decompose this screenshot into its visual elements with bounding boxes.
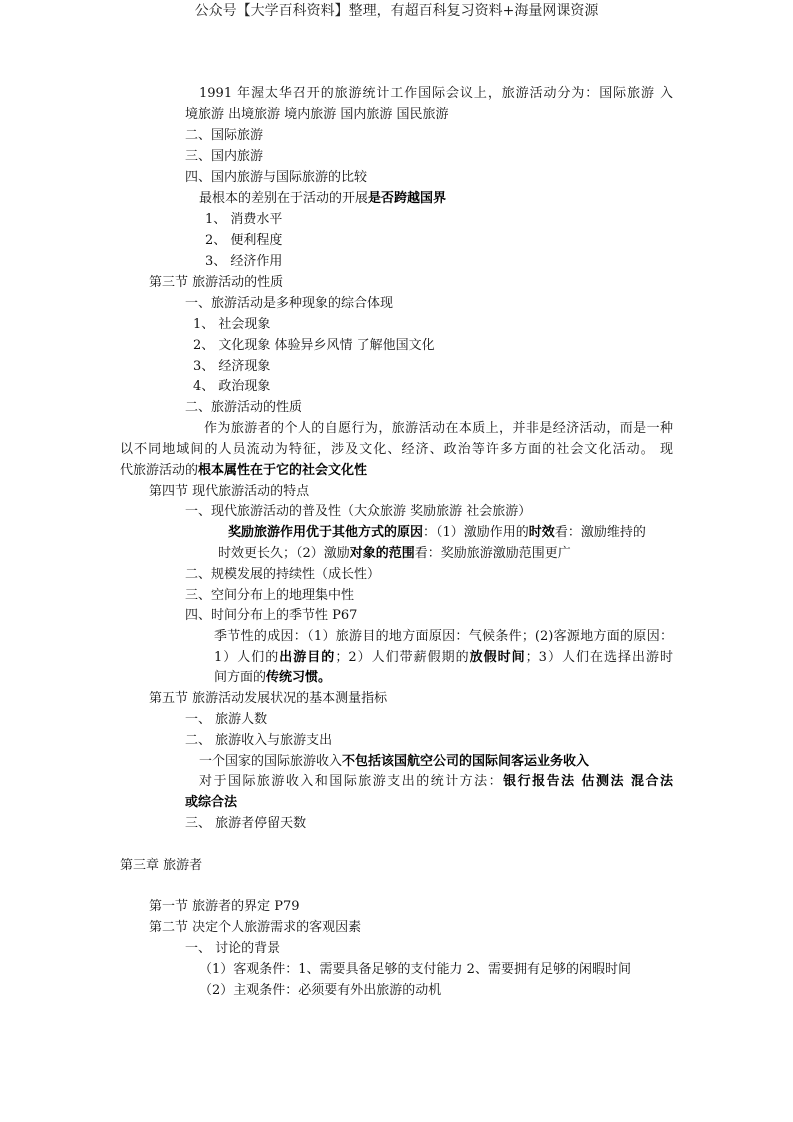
section-heading: 三、国内旅游	[185, 149, 264, 164]
text-span: 时效更长久；（2）激励	[218, 546, 350, 561]
paragraph-line: （1）客观条件：1、需要具备足够的支付能力 2、需要拥有足够的闲暇时间	[199, 962, 631, 977]
paragraph-line	[199, 773, 673, 791]
bold-span: 放假时间	[469, 650, 526, 665]
text-span: 对于国际旅游收入和国际旅游支出的统计方法：	[199, 774, 504, 789]
bold-span: 传统习惯。	[266, 670, 332, 685]
section-title: 第五节 旅游活动发展状况的基本测量指标	[149, 691, 388, 706]
list-item: 4、 政治现象	[193, 379, 271, 394]
paragraph-line	[199, 753, 589, 771]
bold-span: 时效	[528, 525, 555, 540]
section-title: 第二节 决定个人旅游需求的客观因素	[149, 920, 362, 935]
paragraph-line: 1991 年渥太华召开的旅游统计工作国际会议上，旅游活动分为：国际旅游 入	[199, 86, 673, 101]
paragraph-line: （2）主观条件：必须要有外出旅游的动机	[199, 983, 442, 998]
section-heading: 二、国际旅游	[185, 128, 264, 143]
list-item: 2、 便利程度	[205, 233, 283, 248]
paragraph-line	[214, 649, 673, 667]
paragraph-line: 以不同地域间的人员流动为特征，涉及文化、经济、政治等许多方面的社会文化活动。 现	[120, 442, 673, 457]
paragraph-line	[214, 669, 331, 687]
section-title: 第四节 现代旅游活动的特点	[149, 484, 310, 499]
list-item: 2、 文化现象 体验异乡风情 了解他国文化	[193, 338, 435, 353]
list-item: 1、 消费水平	[205, 212, 283, 227]
bold-span: 不包括该国航空公司的国际间客运业务收入	[342, 754, 590, 769]
section-heading: 二、 旅游收入与旅游支出	[185, 733, 333, 748]
section-heading: 三、空间分布上的地理集中性	[185, 588, 355, 603]
text-span: 代旅游活动的	[120, 463, 199, 478]
paragraph-line	[218, 545, 571, 563]
text-span: 最根本的差别在于活动的开展	[199, 191, 369, 206]
section-heading: 四、国内旅游与国际旅游的比较	[185, 170, 368, 185]
bold-span: 是否跨越国界	[368, 191, 447, 206]
text-span: 1）人们的	[214, 650, 280, 665]
section-heading: 二、规模发展的持续性（成长性）	[185, 567, 381, 582]
text-span: ；2）人们带薪假期的	[335, 650, 470, 665]
bold-span: 银行报告法 估测法 混合法	[503, 774, 673, 789]
section-title: 第一节 旅游者的界定 P79	[149, 899, 300, 914]
bold-span: 或综合法	[185, 795, 238, 810]
section-heading: 一、 旅游人数	[185, 712, 268, 727]
list-item: 1、 社会现象	[193, 317, 271, 332]
page-header: 公众号【大学百科资料】整理，有超百科复习资料+海量网课资源	[194, 3, 599, 19]
text-span: ；3）人们在选择出游时	[525, 650, 673, 665]
paragraph-line: 季节性的成因：（1）旅游目的地方面原因：气候条件；(2)客源地方面的原因：	[214, 629, 673, 644]
chapter-title: 第三章 旅游者	[120, 858, 203, 873]
list-item: 3、 经济作用	[205, 254, 283, 269]
section-heading: 一、现代旅游活动的普及性（大众旅游 奖励旅游 社会旅游）	[185, 504, 532, 519]
text-span: 一个国家的国际旅游收入	[199, 754, 343, 769]
bold-span: 出游目的	[279, 650, 336, 665]
text-span: 间方面的	[214, 670, 267, 685]
text-span: 看：奖励旅游激励范围更广	[414, 546, 571, 561]
section-heading: 二、旅游活动的性质	[185, 400, 303, 415]
section-heading: 一、旅游活动是多种现象的综合体现	[185, 296, 394, 311]
bold-span: 奖励旅游作用优于其他方式的原因	[228, 525, 424, 540]
text-span: ：（1）激励作用的	[423, 525, 529, 540]
bold-span: 对象的范围	[349, 546, 415, 561]
paragraph-line	[199, 190, 446, 208]
paragraph-line	[120, 462, 367, 480]
list-item: 3、 经济现象	[193, 359, 271, 374]
section-title: 第三节 旅游活动的性质	[149, 275, 284, 290]
text-span: 看：激励维持的	[554, 525, 646, 540]
paragraph-line	[185, 794, 237, 812]
paragraph-line: 作为旅游者的个人的自愿行为，旅游活动在本质上，并非是经济活动，而是一种	[204, 421, 673, 436]
bold-span: 根本属性在于它的社会文化性	[198, 463, 368, 478]
section-heading: 一、 讨论的背景	[185, 941, 281, 956]
section-heading: 三、 旅游者停留天数	[185, 816, 307, 831]
section-heading: 四、时间分布上的季节性 P67	[185, 608, 358, 623]
paragraph-line: 境旅游 出境旅游 境内旅游 国内旅游 国民旅游	[185, 107, 449, 122]
paragraph-line	[228, 524, 646, 542]
